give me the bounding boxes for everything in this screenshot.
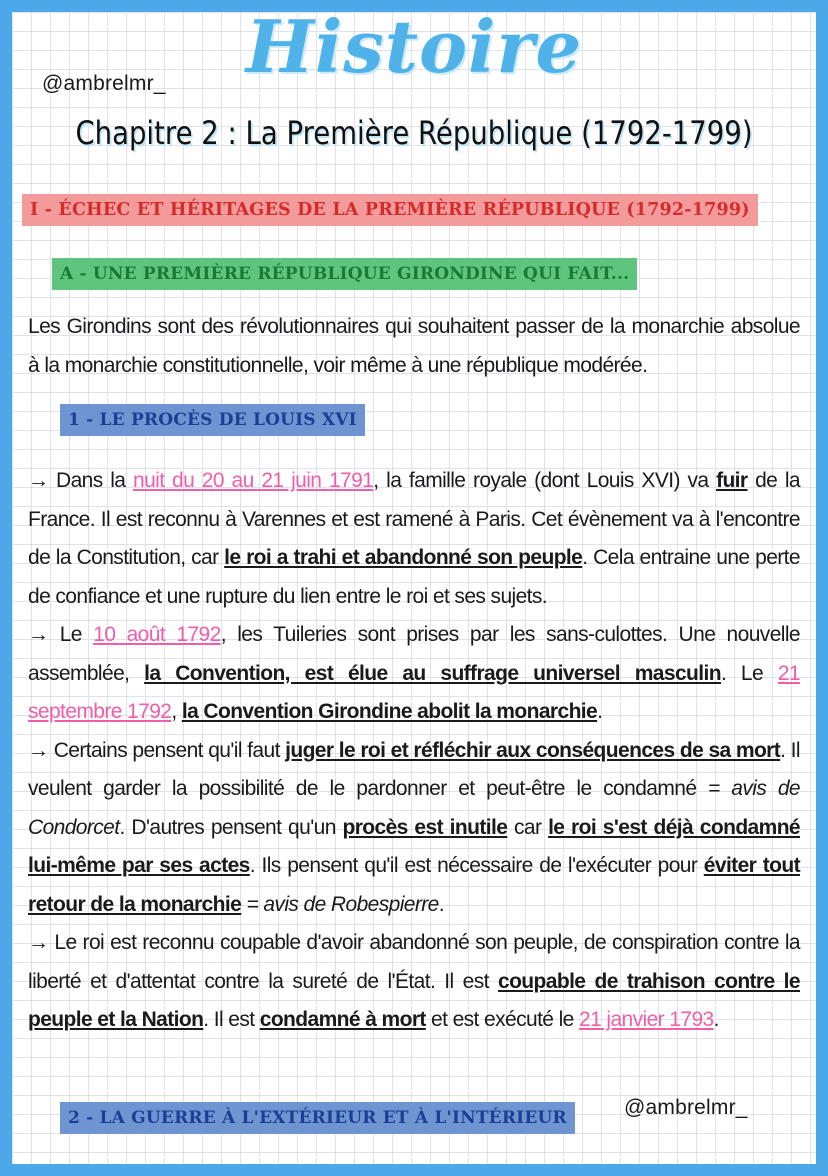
date-highlight: 21 septembre 1792 (28, 661, 800, 723)
text-run: de la France. Il est reconnu à Varennes et est ramené à Paris. Cet évènement va à l'encontre de la Constitution, car (28, 469, 801, 569)
arrow-icon: → (28, 931, 49, 954)
date-highlight: 21 janvier 1793 (579, 1008, 714, 1031)
arrow-icon: → (28, 623, 49, 646)
text-run: . (597, 700, 603, 723)
paragraph-verdict (28, 924, 800, 1040)
text-run: Dans la (48, 469, 133, 492)
text-run: . Cela entraine une perte de confiance et une rupture du lien entre le roi et ses sujets. (28, 546, 800, 608)
section-heading-2-text: 2 - LA GUERRE À L'EXTÉRIEUR ET À L'INTÉRIEUR (68, 1108, 567, 1128)
section-heading-1 (60, 404, 365, 436)
text-run: . (438, 892, 444, 916)
text-run: . Il est (203, 1008, 260, 1031)
arrow-icon: → (28, 469, 49, 492)
section-heading-1-text: 1 - LE PROCÈS DE LOUIS XVI (68, 410, 357, 430)
italic-note: = avis de Robespierre (246, 892, 439, 916)
bold-keyword: éviter tout retour de la monarchie (28, 854, 800, 916)
paragraph-debat (28, 732, 800, 925)
bold-keyword: procès est inutile (342, 815, 508, 839)
intro-paragraph: Les Girondins sont des révolutionnaires qui souhaitent passer de la monarchie absolue à la monarchie constitutionnelle, voir même à une république modérée. (28, 315, 800, 377)
text-run: Certains pensent qu'il faut (48, 738, 286, 762)
text-run: Le (48, 623, 94, 646)
arrow-icon: → (28, 738, 49, 762)
paragraph-tuileries (28, 616, 800, 732)
bold-keyword: fuir (716, 469, 748, 492)
bold-keyword: la Convention, est élue au suffrage universel masculin (144, 661, 721, 685)
bold-keyword: condamné à mort (259, 1008, 426, 1031)
section-heading-a-text: A - UNE PREMIÈRE RÉPUBLIQUE GIRONDINE QUI FAIT... (60, 264, 630, 284)
date-highlight: nuit du 20 au 21 juin 1791 (132, 469, 374, 492)
text-run: et est exécuté le (425, 1008, 579, 1031)
chapter-subtitle: Chapitre 2 : La Première République (1792-1799) (75, 114, 753, 152)
text-run: Le roi est reconnu coupable d'avoir abandonné son peuple, de conspiration contre la liberté et d'attentat contre la sureté de l'État. Il est (28, 931, 800, 993)
italic-note: = avis de Condorcet (28, 777, 800, 839)
bold-keyword: le roi s'est déjà condamné lui-même par ses actes (28, 815, 801, 877)
text-run: , la famille royale (dont Louis XVI) va (373, 469, 717, 492)
date-highlight: 10 août 1792 (93, 623, 221, 646)
paragraph-fuite (28, 462, 800, 616)
bold-keyword: coupable de trahison contre le peuple et la Nation (28, 969, 800, 1031)
bold-keyword: juger le roi et réfléchir aux conséquences de sa mort (285, 738, 781, 762)
proces-body (28, 462, 800, 1040)
text-run: . (713, 1008, 719, 1031)
section-heading-i (22, 194, 758, 226)
note-page (12, 12, 816, 1164)
section-heading-a (52, 258, 637, 290)
bold-keyword: la Convention Girondine abolit la monarchie (181, 700, 598, 723)
text-run: , les Tuileries sont prises par les sans-culottes. Une nouvelle assemblée, (28, 623, 800, 685)
text-run: . Il veulent garder la possibilité de le pardonner et peut-être le condamné (28, 738, 800, 800)
text-run: . D'autres pensent qu'un (119, 815, 343, 839)
text-run: . Ils pensent qu'il est nécessaire de l'exécuter pour (249, 854, 704, 877)
text-run: . Le (720, 661, 778, 685)
page-title: Histoire (245, 12, 583, 89)
text-run: car (507, 815, 549, 839)
author-handle-bottom: @ambrelmr_ (624, 1096, 748, 1119)
section-heading-i-text: I - ÉCHEC ET HÉRITAGES DE LA PREMIÈRE RÉPUBLIQUE (1792-1799) (30, 200, 750, 220)
bold-keyword: le roi a trahi et abandonné son peuple (224, 546, 583, 569)
text-run: , (171, 700, 182, 723)
section-heading-2 (60, 1102, 575, 1134)
author-handle-top: @ambrelmr_ (42, 72, 166, 95)
